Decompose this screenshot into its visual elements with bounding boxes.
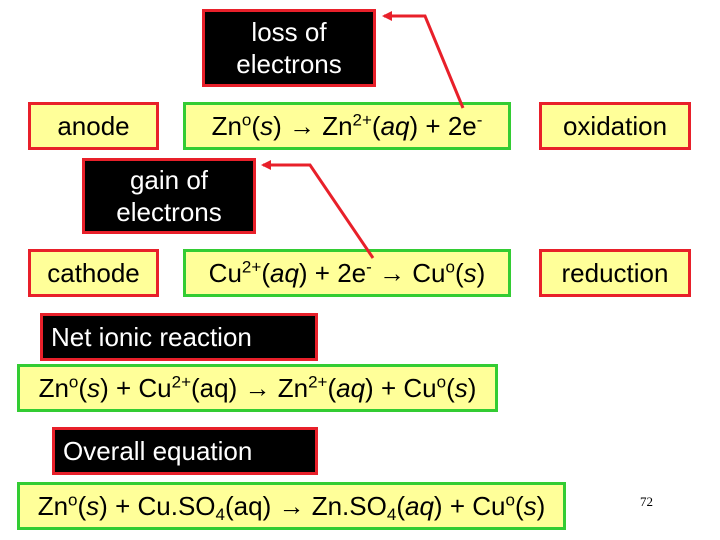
loss-arrow bbox=[384, 16, 463, 108]
oxidation-equation: $Zn^o(s) \to Zn^{2+}(aq) + 2e^-$ bbox=[211, 110, 483, 141]
reduction-label: reduction bbox=[561, 258, 669, 288]
net-ionic-label: Net ionic reaction bbox=[51, 322, 252, 352]
overall-label: Overall equation bbox=[63, 436, 253, 466]
gain-line-2: electrons bbox=[116, 197, 222, 227]
oxidation-label: oxidation bbox=[562, 111, 668, 141]
loss-line-1: loss of bbox=[251, 17, 327, 47]
page-number: 72 bbox=[640, 494, 653, 509]
reduction-equation: $Cu^{2+}(aq) + 2e^- \to Cu^o(s)$ bbox=[208, 257, 486, 288]
loss-line-2: electrons bbox=[236, 49, 342, 79]
gain-arrow bbox=[263, 165, 373, 258]
net-ionic-equation: $Zn^o(s) + Cu^{2+}(aq) \to Zn^{2+}(aq) + Cu^o(s)$ bbox=[38, 372, 477, 403]
cathode-label: cathode bbox=[47, 258, 140, 288]
gain-line-1: gain of bbox=[129, 165, 209, 195]
anode-label: anode bbox=[57, 111, 130, 141]
overall-equation: $Zn^o(s) + Cu.SO_4(aq) \to Zn.SO_4(aq) + Cu^o(s)$ bbox=[37, 490, 546, 525]
